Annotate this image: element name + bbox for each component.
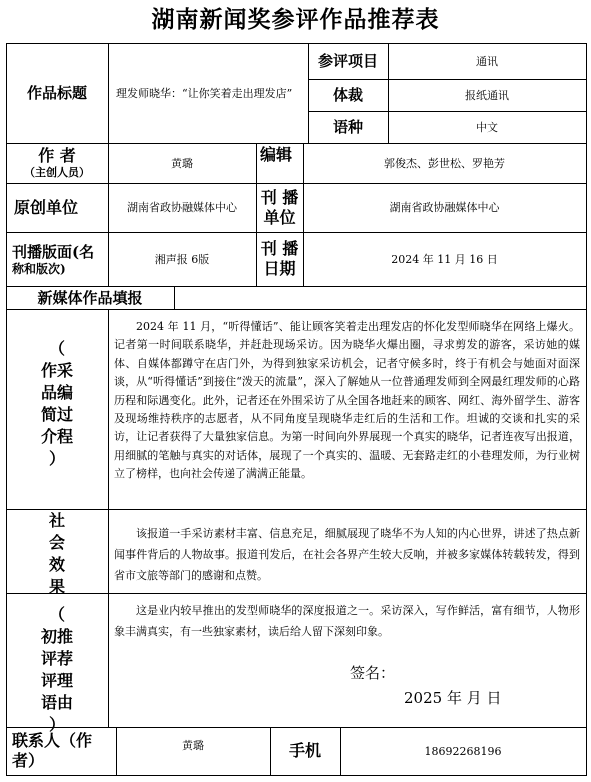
page-info-value: 湘声报 6版 — [154, 252, 210, 266]
col-line — [586, 43, 587, 776]
process-label-line: 作采 — [40, 361, 73, 380]
page-title: 湖南新闻奖参评作品推荐表 — [151, 6, 440, 33]
page-info-label-line1: 刊播版面(名 — [12, 242, 95, 261]
origin-unit-value: 湖南省政协融媒体中心 — [127, 201, 237, 214]
effect-label-line: 效 — [48, 555, 65, 574]
process-label-line: ） — [48, 449, 65, 468]
page-info-label-line2: 称和版次) — [12, 261, 66, 276]
process-label-line: 简过 — [40, 405, 73, 424]
author-value: 黄璐 — [171, 156, 193, 170]
effect-label — [6, 510, 108, 598]
process-text: 2024 年 11 月，“听得懂话”、能让顾客笑着走出理发店的怀化发型师晓华在网络上爆火。记者第一时间联系晓华，并赶赴现场采访。因为晓华火爆出圈，寻求剪发的游客，采访她的媒体、自媒体都蹲守在店门外，为得到独家采访机会，记者守候多时，终于有机会与她面对面深谈，从“听得懂话”到接住“泼天的流量”，深入了解她从一位普通理发师到全网最红理发师的心路历程和际遇变化。此外，记者还在外围采访了从全国各地赶来的顾客、网红、海外留学生、游客及现场维持秩序的志愿者，从不同角度呈现晓华走红后的生活和工作。坦诚的交谈和扎实的采访，让记者获得了大量独家信息。为第一时间向外界展现一个真实的晓华，记者连夜写出报道，用细腻的笔触与真实的对话体，展现了一个真实的、温暖、无套路走红的小巷理发师，为行业树立了榜样，也向社会传递了满满正能量。 — [114, 320, 580, 481]
publish-unit-label — [256, 183, 303, 232]
work-title-label: 作品标题 — [26, 84, 87, 102]
publish-date-label — [256, 232, 303, 286]
comment-label-line: 初推 — [40, 627, 73, 646]
editor-label: 编辑 — [260, 145, 293, 164]
process-label — [6, 338, 108, 470]
contact-label — [6, 727, 116, 775]
process-label-line: （ — [48, 339, 65, 358]
contact-label-line2: 者） — [12, 751, 45, 770]
signature-date: 2025 年 月 日 — [404, 689, 502, 707]
language-value: 中文 — [476, 120, 498, 134]
author-label-line2: （主创人员） — [24, 165, 90, 179]
comment-label-line: ） — [48, 715, 65, 734]
effect-label-line: 果 — [48, 577, 65, 596]
row-line — [6, 309, 586, 310]
effect-text: 该报道一手采访素材丰富、信息充足，细腻展现了晓华不为人知的内心世界，讲述了热点新闻事件背后的人物故事。报道刊发后，在社会各界产生较大反响，并被多家媒体转载转发，得到省市文旅等部门的感谢和点赞。 — [114, 527, 580, 582]
page-info-label — [6, 232, 108, 286]
author-label — [6, 143, 108, 183]
process-label-line: 介程 — [40, 427, 73, 446]
editor-value: 郭俊杰、彭世松、罗艳芳 — [384, 156, 505, 170]
publish-date-label-line2: 日期 — [263, 259, 296, 278]
comment-label-line: 评荐 — [40, 649, 73, 668]
category-label: 参评项目 — [317, 52, 378, 70]
col-line — [174, 286, 175, 310]
process-label-line: 品编 — [40, 383, 73, 402]
new-media-label: 新媒体作品填报 — [37, 288, 143, 307]
comment-label-line: 语由 — [40, 693, 73, 712]
publish-date-label-line1: 刊 播 — [260, 239, 299, 258]
genre-value: 报纸通讯 — [465, 88, 509, 102]
publish-date-value: 2024 年 11 月 16 日 — [391, 252, 498, 266]
effect-label-line: 社 — [48, 511, 65, 530]
language-label: 语种 — [332, 118, 363, 136]
genre-label: 体裁 — [332, 86, 363, 104]
contact-label-line1: 联系人（作 — [12, 731, 93, 750]
comment-text: 这是业内较早推出的发型师晓华的深度报道之一。采访深入，写作鲜活，富有细节，人物形象丰满真实，有一些独家素材，读后给人留下深刻印象。 — [114, 604, 580, 638]
origin-unit-label: 原创单位 — [14, 197, 79, 217]
comment-label-line: （ — [48, 605, 65, 624]
publish-unit-value: 湖南省政协融媒体中心 — [389, 201, 500, 214]
comment-label — [6, 604, 108, 736]
col-line — [108, 309, 109, 727]
signature-label: 签名： — [350, 664, 396, 682]
comment-label-line: 评理 — [40, 671, 73, 690]
publish-unit-label-line2: 单位 — [263, 207, 296, 227]
author-label-line1: 作 者 — [38, 145, 76, 165]
phone-value: 18692268196 — [424, 744, 502, 758]
category-value: 通讯 — [476, 54, 498, 68]
work-title-value: 理发师晓华：“让你笑着走出理发店” — [116, 86, 293, 100]
contact-value: 黄璐 — [182, 738, 204, 752]
publish-unit-label-line1: 刊 播 — [260, 187, 299, 207]
row-line — [6, 775, 586, 776]
effect-label-line: 会 — [48, 533, 65, 552]
phone-label: 手机 — [288, 741, 321, 760]
